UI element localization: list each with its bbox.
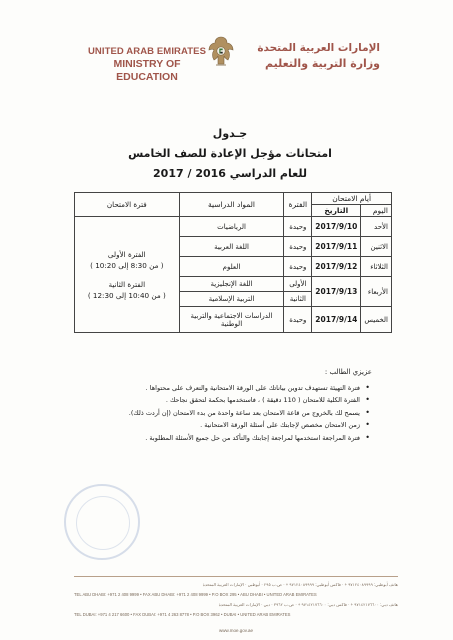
- cell-subject: اللغة الإنجليزية: [179, 277, 284, 292]
- student-instructions: [88, 366, 372, 444]
- header-date: التاريخ: [312, 205, 361, 217]
- cell-subject: الرياضيات: [179, 217, 284, 237]
- first-period-time: ( من 8:30 إلى 10:20 ): [90, 260, 164, 270]
- cell-period: وحيدة: [284, 257, 312, 277]
- header-period: الفترة: [284, 193, 312, 217]
- header-exam-days: أيام الامتحان: [312, 193, 392, 205]
- cell-subject: التربية الإسلامية: [179, 292, 284, 307]
- second-period-label: الفترة الثانية: [108, 279, 146, 289]
- first-period-label: الفترة الأولى: [107, 249, 146, 259]
- country-name-en: UNITED ARAB EMIRATES: [87, 46, 207, 57]
- cell-day: الثلاثاء: [361, 257, 392, 277]
- exam-schedule-table: [74, 192, 392, 333]
- document-titles: [110, 124, 350, 184]
- list-item: • زمن الامتحان مخصص لإجابتك على أسئلة الورقة الامتحانية .: [88, 419, 360, 432]
- table-header-row: [75, 193, 392, 205]
- header-day: اليوم: [361, 205, 392, 217]
- table-row: [75, 217, 392, 237]
- cell-subject: الدراسات الاجتماعية والتربية الوطنية: [179, 307, 284, 333]
- cell-date: 2017/9/13: [312, 277, 361, 307]
- header-subjects: المواد الدراسية: [179, 193, 284, 217]
- cell-period: وحيدة: [284, 237, 312, 257]
- cell-date: 2017/9/12: [312, 257, 361, 277]
- official-stamp: [64, 484, 140, 560]
- cell-period: وحيدة: [284, 307, 312, 333]
- instructions-list: [88, 382, 372, 445]
- instructions-greeting: عزيزي الطالب :: [324, 368, 372, 376]
- header-exam-period: فترة الامتحان: [75, 193, 180, 217]
- list-item: • فترة التهيئة تستهدف تدوين بياناتك على الورقة الامتحانية والتعرف على محتواها .: [88, 382, 360, 395]
- ministry-name-english: [82, 45, 212, 84]
- title-exam-name: امتحانات مؤجل الإعادة للصف الخامس: [128, 147, 332, 160]
- list-item: • الفترة الكلية للامتحان ( 110 دقيقة ) ، فاستخدمها بحكمة لتحقق نجاحك .: [88, 394, 360, 407]
- cell-subject: اللغة العربية: [179, 237, 284, 257]
- ministry-name-en: MINISTRY OF EDUCATION: [113, 58, 181, 83]
- cell-period: وحيدة: [284, 217, 312, 237]
- title-academic-year: للعام الدراسي 2016 / 2017: [153, 167, 307, 180]
- title-schedule: جـدول: [212, 127, 248, 140]
- footer-dubai-en: TEL DUBAI: +971 4 217 6600 • FAX DUBAI: +971 4 263 8778 • P.O BOX 3962 • DUBAI • UNITED ARAB EMIRATES: [74, 612, 291, 617]
- list-item: • فترة المراجعة استخدمها لمراجعة إجابتك والتأكد من حل جميع الأسئلة المطلوبة .: [88, 432, 360, 445]
- cell-period: الثانية: [284, 292, 312, 307]
- cell-date: 2017/9/11: [312, 237, 361, 257]
- list-item: • يسمح لك بالخروج من قاعة الامتحان بعد ساعة واحدة من بدء الامتحان (إن أردت ذلك).: [88, 407, 360, 420]
- uae-emblem-icon: [206, 34, 236, 68]
- footer-abudhabi-ar: هاتف أبوظبي: ٩٧١٢٤٠٨٩٩٩٩ + · فاكس أبوظبي: ٩٧١٢٤٠٨٩٩٩٩ + · ص.ب ٢٩٥ · أبوظبي · الإمارات العربية المتحدة: [202, 582, 398, 587]
- cell-subject: العلوم: [179, 257, 284, 277]
- cell-date: 2017/9/14: [312, 307, 361, 333]
- footer-abudhabi-en: TEL ABU DHABI: +971 2 408 9999 • FAX ABU DHABI: +971 2 408 9999 • P.O BOX 295 • ABU DHABI • UNITED ARAB EMIRATES: [74, 592, 317, 597]
- footer-dubai-ar: هاتف دبي: ٩٧١٤٢١٧٦٦٠٠ + · فاكس دبي: ٩٧١٤٢١٧٦٦٠٠ + · ص.ب ٣٩٦٢ · دبي · الإمارات العربية المتحدة: [218, 602, 398, 607]
- cell-period: الأولى: [284, 277, 312, 292]
- cell-exam-times: [75, 217, 180, 333]
- cell-date: 2017/9/10: [312, 217, 361, 237]
- second-period-time: ( من 10:40 إلى 12:30 ): [87, 290, 166, 300]
- ministry-name-arabic: [255, 40, 380, 72]
- footer-website: www.moe.gov.ae: [219, 628, 253, 633]
- country-name-ar: الإمارات العربية المتحدة: [257, 42, 380, 54]
- ministry-name-ar: وزارة التربية والتعليم: [265, 57, 380, 70]
- cell-day: الأحد: [361, 217, 392, 237]
- cell-day: الاثنين: [361, 237, 392, 257]
- cell-day: الأربعاء: [361, 277, 392, 307]
- cell-day: الخميس: [361, 307, 392, 333]
- contact-footer: [74, 576, 398, 636]
